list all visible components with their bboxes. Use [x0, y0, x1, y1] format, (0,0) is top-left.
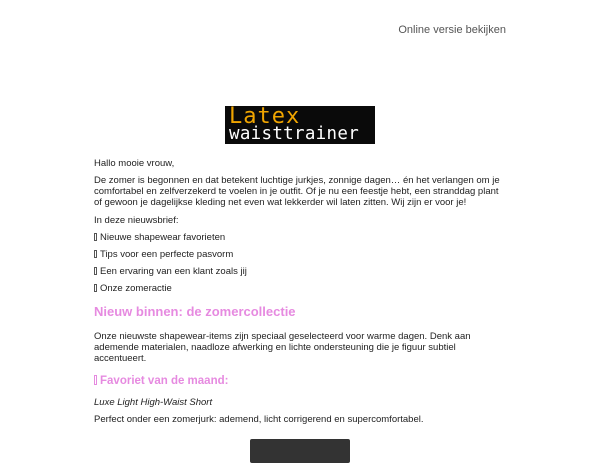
- heading-glyph-icon: [94, 375, 97, 385]
- newsletter-label: In deze nieuwsbrief:: [94, 215, 179, 226]
- bullet-glyph-icon: [94, 233, 97, 241]
- email-content: [94, 158, 506, 431]
- section-heading-new: Nieuw binnen: de zomercollectie: [94, 304, 296, 319]
- list-item: [94, 266, 506, 277]
- bullet-glyph-icon: [94, 267, 97, 275]
- list-item: [94, 232, 506, 243]
- greeting: Hallo mooie vrouw,: [94, 158, 175, 169]
- bullet-text: Een ervaring van een klant zoals jij: [100, 266, 247, 277]
- brand-logo[interactable]: [225, 106, 375, 144]
- bullet-text: Nieuwe shapewear favorieten: [100, 232, 226, 243]
- list-item: [94, 283, 506, 294]
- bullet-glyph-icon: [94, 284, 97, 292]
- logo-line-latex: Latex: [229, 106, 301, 129]
- cta-button[interactable]: [250, 439, 350, 463]
- logo-line-waisttrainer: waisttrainer: [229, 124, 360, 144]
- top-link-row: [94, 24, 506, 36]
- bullet-text: Tips voor een perfecte pasvorm: [100, 249, 234, 260]
- bullet-glyph-icon: [94, 250, 97, 258]
- product-name: Luxe Light High-Waist Short: [94, 397, 213, 408]
- view-online-link[interactable]: Online versie bekijken: [398, 24, 506, 36]
- bullet-text: Onze zomeractie: [100, 283, 172, 294]
- intro-paragraph: De zomer is begonnen en dat betekent luchtige jurkjes, zonnige dagen… én het verlangen om je comfortabel en zelfverzekerd te voelen in je outfit. Of je nu een feestje hebt, een stranddag plant of gewoon je dagelijkse kleding net even wat lekkerder wil laten zitten. Wij zijn er voor je!: [94, 175, 500, 208]
- product-description: Perfect onder een zomerjurk: ademend, licht corrigerend en supercomfortabel.: [94, 414, 424, 425]
- list-item: [94, 249, 506, 260]
- section-heading-favorite: [94, 374, 506, 388]
- favorite-heading-text: Favoriet van de maand:: [100, 375, 229, 387]
- section-new-body: Onze nieuwste shapewear-items zijn speciaal geselecteerd voor warme dagen. Denk aan ademende materialen, naadloze afwerking en lichte ondersteuning die je figuur subtiel accentueert.: [94, 331, 471, 364]
